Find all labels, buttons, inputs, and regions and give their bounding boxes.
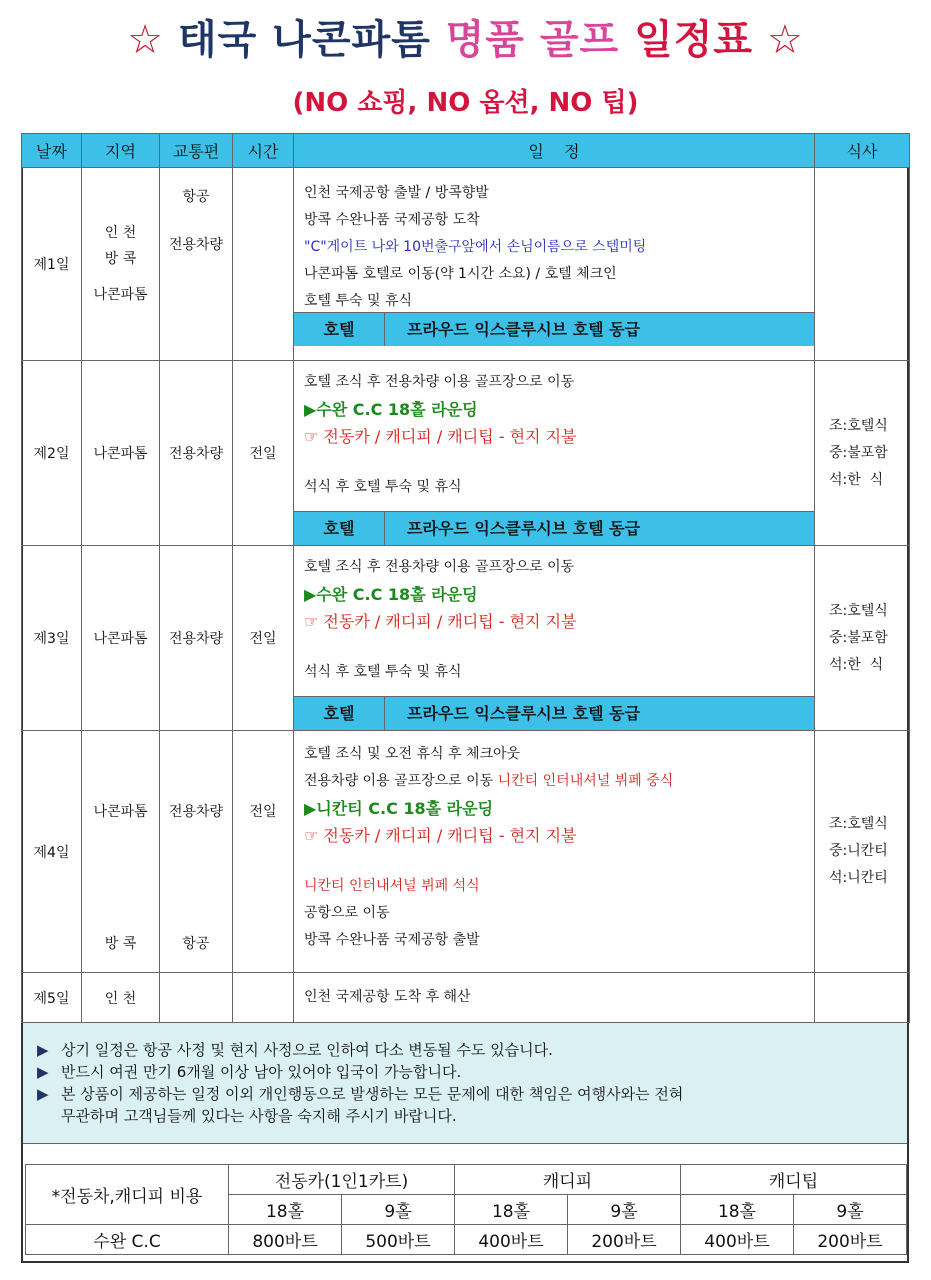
- notice-text: 상기 일정은 항공 사정 및 현지 사정으로 인하여 다소 변동될 수도 있습니다.: [61, 1041, 553, 1059]
- schedule-line: ☞ 전동카 / 캐디피 / 캐디팁 - 현지 지불: [304, 427, 577, 446]
- schedule-line: ☞ 전동카 / 캐디피 / 캐디팁 - 현지 지불: [304, 612, 577, 631]
- header-time: 시간: [233, 134, 294, 168]
- arrow-icon: ▶: [37, 1085, 49, 1103]
- hotel-name: 프라우드 익스클루시브 호텔 동급: [407, 704, 641, 723]
- course-name: 수완 C.C: [26, 1225, 229, 1255]
- meal-line: 조:호텔식: [829, 602, 888, 619]
- region-cell: [82, 168, 160, 361]
- region-line: 나콘파톰: [93, 287, 148, 303]
- title-part-destination: 태국 나콘파톰: [177, 17, 431, 63]
- schedule-line: 나콘파톰 호텔로 이동(약 1시간 소요) / 호텔 체크인: [304, 266, 617, 282]
- meal-line: 석:한 식: [829, 656, 884, 673]
- schedule-cell: [294, 731, 815, 973]
- schedule-line: 호텔 조식 후 전용차량 이용 골프장으로 이동: [304, 559, 575, 575]
- schedule-line: ▶수완 C.C 18홀 라운딩: [304, 585, 478, 604]
- header-region: 지역: [82, 134, 160, 168]
- price-cell: 800바트: [229, 1225, 342, 1255]
- region-line: 방 콕: [104, 251, 137, 267]
- hotel-label: 호텔: [294, 313, 385, 346]
- transport-line: 전용차량: [168, 237, 224, 253]
- notice-item: [37, 1039, 907, 1061]
- day-cell: 제1일: [22, 168, 82, 361]
- time-cell: [233, 168, 294, 361]
- page-subtitle: (NO 쇼핑, NO 옵션, NO 팁): [292, 88, 639, 118]
- schedule-line: 석식 후 호텔 투숙 및 휴식: [304, 664, 462, 680]
- time-cell: [233, 973, 294, 1023]
- region-line: 나콘파톰: [93, 804, 148, 820]
- holes-cell: 18홀: [681, 1195, 794, 1225]
- schedule-cell: [294, 361, 815, 546]
- fee-group-caddie-tip: 캐디팁: [681, 1165, 907, 1195]
- meal-cell: [815, 546, 910, 731]
- meal-cell: [815, 973, 910, 1023]
- fee-group-caddie-fee: 캐디피: [455, 1165, 681, 1195]
- hotel-bar: [294, 696, 814, 730]
- fee-header-row: [26, 1165, 907, 1195]
- hotel-label: 호텔: [294, 697, 385, 730]
- schedule-cell: [294, 973, 815, 1023]
- lunch-note: 니칸티 인터내셔널 뷔페 중식: [497, 773, 674, 789]
- price-cell: 400바트: [681, 1225, 794, 1255]
- day-cell: 제2일: [22, 361, 82, 546]
- meal-line: 석:한 식: [829, 471, 884, 488]
- meal-line: 중:불포함: [829, 444, 888, 461]
- meal-line: 조:호텔식: [829, 816, 888, 832]
- meal-cell: [815, 731, 910, 973]
- schedule-line: 니칸티 인터내셔널 뷔페 석식: [304, 878, 480, 894]
- table-header-row: [22, 134, 910, 168]
- hotel-name: 프라우드 익스클루시브 호텔 동급: [407, 519, 641, 538]
- title-part-golf: 명품 골프: [445, 17, 620, 63]
- schedule-line: 공항으로 이동: [304, 905, 390, 921]
- meal-line: 중:불포함: [829, 629, 888, 646]
- transport-cell: [160, 731, 233, 973]
- schedule-line: ▶니칸티 C.C 18홀 라운딩: [304, 799, 494, 818]
- header-transport: 교통편: [160, 134, 233, 168]
- schedule-line: 방콕 수완나품 국제공항 도착: [304, 212, 480, 228]
- notice-item: [37, 1083, 907, 1105]
- region-line: 방 콕: [104, 936, 137, 952]
- schedule-line: 방콕 수완나품 국제공항 출발: [304, 932, 480, 948]
- schedule-line: 호텔 투숙 및 휴식: [304, 293, 413, 309]
- fee-label: *전동차,캐디피 비용: [26, 1165, 229, 1225]
- table-row: [22, 361, 910, 546]
- table-row: [22, 731, 910, 973]
- meal-line: 석:니칸티: [829, 870, 888, 886]
- day-cell: 제4일: [22, 731, 82, 973]
- holes-cell: 9홀: [342, 1195, 455, 1225]
- meal-line: 중:니칸티: [829, 843, 888, 859]
- transport-line: 전용차량: [168, 804, 224, 820]
- holes-cell: 9홀: [794, 1195, 907, 1225]
- price-cell: 200바트: [568, 1225, 681, 1255]
- meal-cell: [815, 168, 910, 361]
- hotel-bar: [294, 312, 814, 346]
- notice-text: 본 상품이 제공하는 일정 이외 개인행동으로 발생하는 모든 문제에 대한 책임은 여행사와는 전혀: [61, 1085, 684, 1103]
- holes-cell: 18홀: [229, 1195, 342, 1225]
- hotel-label: 호텔: [294, 512, 385, 545]
- time-cell: 전일: [233, 361, 294, 546]
- region-line: 인 천: [104, 225, 137, 241]
- fee-group-cart: 전동카(1인1카트): [229, 1165, 455, 1195]
- star-icon: ☆: [127, 17, 164, 63]
- schedule-line: 호텔 조식 후 전용차량 이용 골프장으로 이동: [304, 374, 575, 390]
- schedule-text: 전용차량 이용 골프장으로 이동: [304, 773, 498, 789]
- meal-cell: [815, 361, 910, 546]
- price-cell: 400바트: [455, 1225, 568, 1255]
- notice-item: [37, 1061, 907, 1083]
- itinerary-table: [21, 133, 910, 1023]
- holes-cell: 18홀: [455, 1195, 568, 1225]
- notice-text: 반드시 여권 만기 6개월 이상 남아 있어야 입국이 가능합니다.: [61, 1063, 462, 1081]
- schedule-line: "C"게이트 나와 10번출구앞에서 손님이름으로 스텝미팅: [304, 239, 647, 255]
- transport-cell: [160, 168, 233, 361]
- hotel-bar: [294, 511, 814, 545]
- schedule-line: 호텔 조식 및 오전 휴식 후 체크아웃: [304, 746, 521, 762]
- region-cell: 나콘파톰: [82, 361, 160, 546]
- header-date: 날짜: [22, 134, 82, 168]
- meal-line: 조:호텔식: [829, 417, 888, 434]
- day-cell: 제5일: [22, 973, 82, 1023]
- holes-cell: 9홀: [568, 1195, 681, 1225]
- transport-cell: 전용차량: [160, 546, 233, 731]
- arrow-icon: ▶: [37, 1063, 49, 1081]
- price-cell: 500바트: [342, 1225, 455, 1255]
- day-cell: 제3일: [22, 546, 82, 731]
- schedule-line: ☞ 전동카 / 캐디피 / 캐디팁 - 현지 지불: [304, 826, 577, 845]
- transport-line: 항공: [182, 189, 210, 205]
- table-row: [22, 973, 910, 1023]
- table-row: [22, 546, 910, 731]
- title-part-schedule: 일정표: [634, 17, 754, 63]
- time-cell: 전일: [233, 546, 294, 731]
- transport-line: 항공: [182, 936, 210, 952]
- table-row: [22, 168, 910, 361]
- notice-text-continued: 무관하며 고객님들께 있다는 사항을 숙지해 주시기 바랍니다.: [61, 1107, 457, 1125]
- notice-box: [23, 1022, 907, 1144]
- price-cell: 200바트: [794, 1225, 907, 1255]
- star-icon: ☆: [767, 17, 804, 63]
- fee-table: [25, 1164, 907, 1255]
- schedule-line: ▶수완 C.C 18홀 라운딩: [304, 400, 478, 419]
- schedule-line: 인천 국제공항 도착 후 해산: [304, 989, 471, 1005]
- header-meal: 식사: [815, 134, 910, 168]
- page-title: [0, 8, 931, 65]
- schedule-line: [304, 768, 804, 795]
- time-line: 전일: [249, 804, 277, 820]
- time-cell: [233, 731, 294, 973]
- hotel-name: 프라우드 익스클루시브 호텔 동급: [407, 320, 641, 339]
- schedule-line: 석식 후 호텔 투숙 및 휴식: [304, 479, 462, 495]
- region-cell: 나콘파톰: [82, 546, 160, 731]
- schedule-cell: [294, 546, 815, 731]
- header-schedule: 일 정: [294, 134, 815, 168]
- transport-cell: 전용차량: [160, 361, 233, 546]
- fee-price-row: [26, 1225, 907, 1255]
- region-cell: [82, 731, 160, 973]
- region-cell: 인 천: [82, 973, 160, 1023]
- arrow-icon: ▶: [37, 1041, 49, 1059]
- schedule-cell: [294, 168, 815, 361]
- transport-cell: [160, 973, 233, 1023]
- schedule-line: 인천 국제공항 출발 / 방콕향발: [304, 185, 489, 201]
